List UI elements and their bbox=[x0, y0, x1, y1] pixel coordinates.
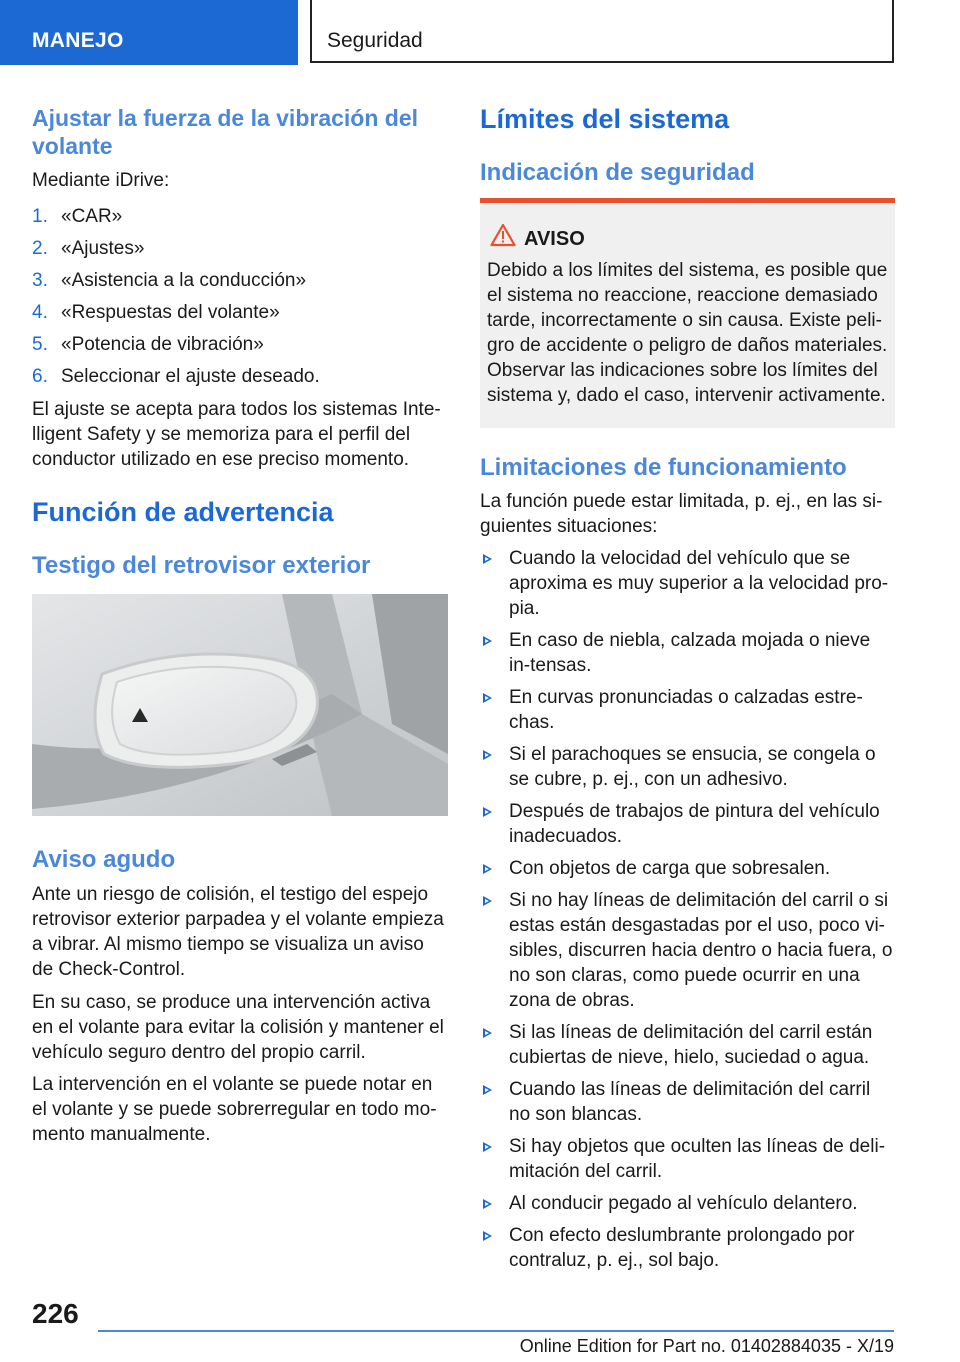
list-item: Cuando las líneas de delimitación del carril no son blancas. bbox=[480, 1077, 895, 1127]
bullet-triangle-icon bbox=[483, 864, 492, 874]
step-item bbox=[32, 364, 448, 396]
step-number: 1. bbox=[32, 206, 48, 227]
bullet-triangle-icon bbox=[483, 807, 492, 817]
step-item bbox=[32, 300, 448, 332]
bullet-triangle-icon bbox=[483, 554, 492, 564]
warning-text: Debido a los límites del sistema, es posible que el sistema no reaccione, reaccione demasiado tarde, incorrectamente o sin causa. Existe peli-gro de accidente o peligro de daños materiales. Observar las indicaciones sobre los límites del sistema y, dado el caso, intervenir activamente. bbox=[487, 260, 888, 406]
limitations-list bbox=[480, 546, 895, 1280]
list-item: Con objetos de carga que sobresalen. bbox=[480, 856, 895, 881]
heading-warning-function: Función de advertencia bbox=[32, 497, 334, 527]
heading-limitations: Limitaciones de funcionamiento bbox=[480, 454, 847, 481]
step-number: 4. bbox=[32, 302, 48, 323]
list-item: Si las líneas de delimitación del carril están cubiertas de nieve, hielo, suciedad o agua. bbox=[480, 1020, 895, 1070]
list-item: En caso de niebla, calzada mojada o nieve in-tensas. bbox=[480, 628, 895, 678]
step-text: «Potencia de vibración» bbox=[61, 334, 264, 355]
list-item: Cuando la velocidad del vehículo que se aproxima es muy superior a la velocidad pro-pia. bbox=[480, 546, 895, 621]
section-tab bbox=[0, 0, 298, 65]
mirror-illustration bbox=[32, 594, 448, 816]
step-number: 3. bbox=[32, 270, 48, 291]
list-item: Si no hay líneas de delimitación del carril o si estas están desgastadas por el uso, poco vi-sibles, discurren hacia dentro o hacia fuera, o no son claras, como puede ocurrir en una zona de obras. bbox=[480, 888, 895, 1013]
list-item: Si hay objetos que oculten las líneas de deli-mitación del carril. bbox=[480, 1134, 895, 1184]
bullet-triangle-icon bbox=[483, 1231, 492, 1241]
heading-vibration: Ajustar la fuerza de la vibración del volante bbox=[32, 105, 419, 159]
topic-tab bbox=[310, 0, 894, 63]
heading-mirror-indicator: Testigo del retrovisor exterior bbox=[32, 552, 371, 579]
step-text: «Asistencia a la conducción» bbox=[61, 270, 307, 291]
bullet-triangle-icon bbox=[483, 1085, 492, 1095]
step-text: «Respuestas del volante» bbox=[61, 302, 280, 323]
list-item: Al conducir pegado al vehículo delantero. bbox=[480, 1191, 895, 1216]
footer-divider bbox=[98, 1330, 894, 1332]
heading-acute: Aviso agudo bbox=[32, 846, 176, 873]
bullet-triangle-icon bbox=[483, 896, 492, 906]
warning-box bbox=[480, 203, 895, 428]
bullet-triangle-icon bbox=[483, 636, 492, 646]
via-idrive: Mediante iDrive: bbox=[32, 170, 170, 191]
bullet-triangle-icon bbox=[483, 1199, 492, 1209]
step-text: «CAR» bbox=[61, 206, 123, 227]
step-text: «Ajustes» bbox=[61, 238, 145, 259]
idrive-steps bbox=[32, 204, 448, 396]
warning-triangle-icon bbox=[490, 223, 516, 247]
acute-paragraph-3: La intervención en el volante se puede notar en el volante y se puede sobrerregular en todo mo-mento manualmente. bbox=[32, 1074, 437, 1145]
warning-title: AVISO bbox=[524, 228, 585, 250]
page-number: 226 bbox=[32, 1298, 79, 1329]
bullet-triangle-icon bbox=[483, 750, 492, 760]
topic-title: Seguridad bbox=[327, 29, 423, 52]
step-number: 2. bbox=[32, 238, 48, 259]
heading-limits: Límites del sistema bbox=[480, 104, 730, 134]
step-item bbox=[32, 204, 448, 236]
list-item: En curvas pronunciadas o calzadas estre-chas. bbox=[480, 685, 895, 735]
bullet-triangle-icon bbox=[483, 693, 492, 703]
bullet-triangle-icon bbox=[483, 1028, 492, 1038]
step-item bbox=[32, 268, 448, 300]
edition-note: Online Edition for Part no. 01402884035 - X/19 bbox=[519, 1336, 894, 1356]
step-number: 5. bbox=[32, 334, 48, 355]
list-item: Con efecto deslumbrante prolongado por contraluz, p. ej., sol bajo. bbox=[480, 1223, 895, 1273]
step-number: 6. bbox=[32, 366, 48, 387]
acute-paragraph-2: En su caso, se produce una intervención activa en el volante para evitar la colisión y mantener el vehículo seguro dentro del propio carril. bbox=[32, 992, 444, 1063]
step-text: Seleccionar el ajuste deseado. bbox=[61, 366, 320, 387]
list-item: Después de trabajos de pintura del vehículo inadecuados. bbox=[480, 799, 895, 849]
setting-note: El ajuste se acepta para todos los sistemas Inte-lligent Safety y se memoriza para el perfil del conductor utilizado en ese preciso momento. bbox=[32, 399, 441, 470]
step-item bbox=[32, 332, 448, 364]
bullet-triangle-icon bbox=[483, 1142, 492, 1152]
list-item: Si el parachoques se ensucia, se congela o se cubre, p. ej., con un adhesivo. bbox=[480, 742, 895, 792]
section-title: MANEJO bbox=[32, 29, 124, 52]
step-item bbox=[32, 236, 448, 268]
acute-paragraph-1: Ante un riesgo de colisión, el testigo del espejo retrovisor exterior parpadea y el volante empieza a vibrar. Al mismo tiempo se visualiza un aviso de Check-Control. bbox=[32, 884, 444, 980]
heading-safety: Indicación de seguridad bbox=[480, 159, 755, 186]
limitations-intro: La función puede estar limitada, p. ej., en las si-guientes situaciones: bbox=[480, 491, 883, 537]
